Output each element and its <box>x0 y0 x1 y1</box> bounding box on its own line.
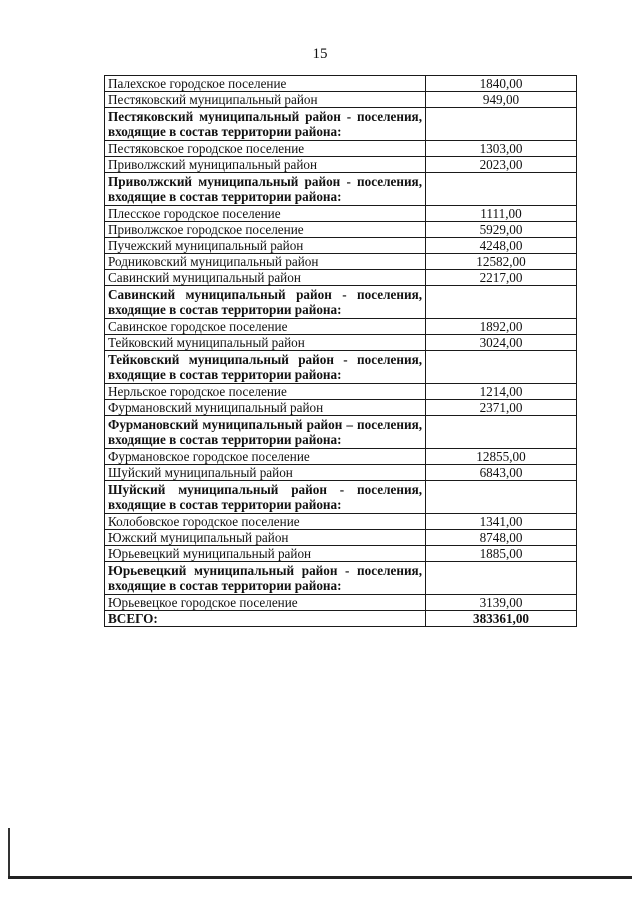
amount-value: 3139,00 <box>426 595 577 611</box>
table-row <box>105 530 577 546</box>
municipality-name: Пучежский муниципальный район <box>105 238 426 254</box>
amount-value <box>426 108 577 141</box>
amount-value: 12582,00 <box>426 254 577 270</box>
amount-value: 12855,00 <box>426 449 577 465</box>
amount-value: 1885,00 <box>426 546 577 562</box>
amount-value: 1111,00 <box>426 206 577 222</box>
municipality-name: Колобовское городское поселение <box>105 514 426 530</box>
amount-value: 2217,00 <box>426 270 577 286</box>
table-group-row <box>105 562 577 595</box>
municipality-name: Юрьевецкий муниципальный район - поселения, входящие в состав территории района: <box>105 562 426 595</box>
table-total-row <box>105 611 577 627</box>
municipality-name: Шуйский муниципальный район <box>105 465 426 481</box>
table-row <box>105 92 577 108</box>
municipality-name: Фурмановский муниципальный район – поселения, входящие в состав территории района: <box>105 416 426 449</box>
amount-value: 4248,00 <box>426 238 577 254</box>
amount-value <box>426 286 577 319</box>
table-row <box>105 465 577 481</box>
table-row <box>105 270 577 286</box>
municipality-name: Пестяковский муниципальный район <box>105 92 426 108</box>
municipality-name: Южский муниципальный район <box>105 530 426 546</box>
municipality-name: Приволжский муниципальный район - поселения, входящие в состав территории района: <box>105 173 426 206</box>
municipality-name: Юрьевецкое городское поселение <box>105 595 426 611</box>
municipality-name: Плесское городское поселение <box>105 206 426 222</box>
municipality-name: Приволжское городское поселение <box>105 222 426 238</box>
municipality-name: ВСЕГО: <box>105 611 426 627</box>
table-row <box>105 238 577 254</box>
table-row <box>105 319 577 335</box>
table-row <box>105 384 577 400</box>
table-row <box>105 76 577 92</box>
amount-value: 383361,00 <box>426 611 577 627</box>
municipality-name: Савинский муниципальный район <box>105 270 426 286</box>
amount-value: 5929,00 <box>426 222 577 238</box>
municipality-name: Родниковский муниципальный район <box>105 254 426 270</box>
amount-value: 8748,00 <box>426 530 577 546</box>
table-row <box>105 157 577 173</box>
table-row <box>105 335 577 351</box>
municipality-name: Савинское городское поселение <box>105 319 426 335</box>
amount-value <box>426 416 577 449</box>
amount-value: 2371,00 <box>426 400 577 416</box>
amount-value <box>426 173 577 206</box>
municipality-name: Нерльское городское поселение <box>105 384 426 400</box>
table-row <box>105 449 577 465</box>
scan-edge-mark <box>8 828 10 878</box>
municipality-name: Савинский муниципальный район - поселения, входящие в состав территории района: <box>105 286 426 319</box>
amount-value: 1840,00 <box>426 76 577 92</box>
table-row <box>105 595 577 611</box>
table-group-row <box>105 173 577 206</box>
table-row <box>105 400 577 416</box>
amount-value: 3024,00 <box>426 335 577 351</box>
table-row <box>105 222 577 238</box>
municipality-name: Пестяковское городское поселение <box>105 141 426 157</box>
municipality-name: Тейковский муниципальный район <box>105 335 426 351</box>
municipality-name: Тейковский муниципальный район - поселения, входящие в состав территории района: <box>105 351 426 384</box>
amount-value: 1214,00 <box>426 384 577 400</box>
amount-value: 2023,00 <box>426 157 577 173</box>
amount-value: 6843,00 <box>426 465 577 481</box>
table-row <box>105 546 577 562</box>
table-group-row <box>105 416 577 449</box>
amount-value: 1303,00 <box>426 141 577 157</box>
municipality-name: Фурмановский муниципальный район <box>105 400 426 416</box>
amount-value <box>426 562 577 595</box>
amount-value <box>426 351 577 384</box>
municipality-name: Юрьевецкий муниципальный район <box>105 546 426 562</box>
municipality-name: Палехское городское поселение <box>105 76 426 92</box>
amount-value: 949,00 <box>426 92 577 108</box>
amount-value: 1892,00 <box>426 319 577 335</box>
table-group-row <box>105 286 577 319</box>
scan-bottom-edge <box>8 876 632 879</box>
municipality-name: Пестяковский муниципальный район - поселения, входящие в состав территории района: <box>105 108 426 141</box>
table-row <box>105 141 577 157</box>
table-row <box>105 514 577 530</box>
table-group-row <box>105 351 577 384</box>
amount-value: 1341,00 <box>426 514 577 530</box>
table-group-row <box>105 108 577 141</box>
municipality-name: Фурмановское городское поселение <box>105 449 426 465</box>
table-row <box>105 206 577 222</box>
table-row <box>105 254 577 270</box>
page-number: 15 <box>312 46 328 62</box>
municipality-name: Шуйский муниципальный район - поселения, входящие в состав территории района: <box>105 481 426 514</box>
municipality-name: Приволжский муниципальный район <box>105 157 426 173</box>
amount-value <box>426 481 577 514</box>
table-group-row <box>105 481 577 514</box>
allocation-table <box>104 75 577 627</box>
